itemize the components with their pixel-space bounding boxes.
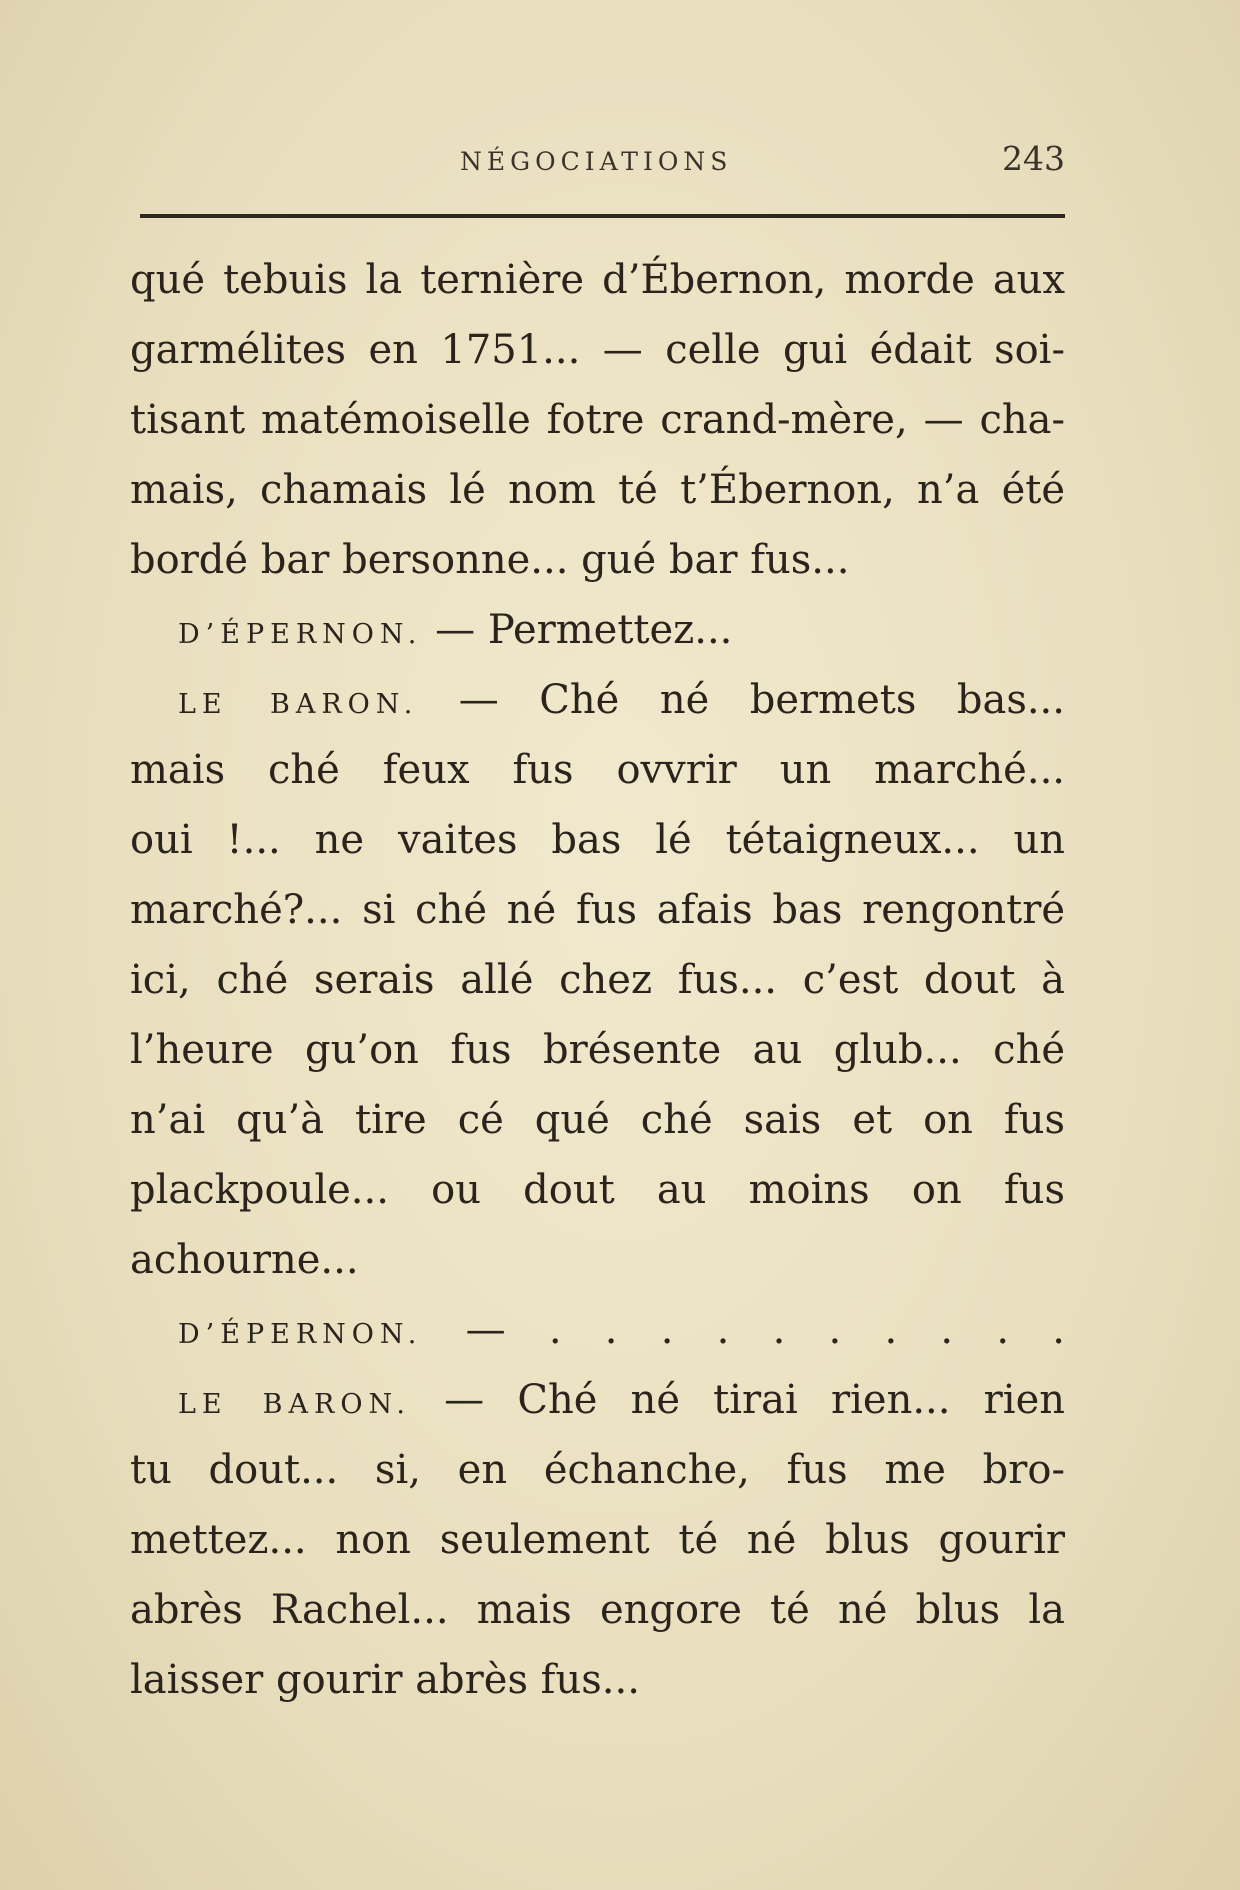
line-text: ici, ché serais allé chez fus... c’est dout à xyxy=(130,957,1065,1003)
line-text: marché?... si ché né fus afais bas rengontré xyxy=(130,887,1065,933)
text-line xyxy=(130,1435,1065,1505)
text-line xyxy=(130,1015,1065,1085)
line-text: abrès Rachel... mais engore té né blus la xyxy=(130,1587,1065,1633)
line-text: l’heure gu’on fus brésente au glub... ché xyxy=(130,1027,1065,1073)
text-line xyxy=(130,245,1065,315)
line-text: — . . . . . . . . . . xyxy=(465,1307,1066,1353)
line-text: laisser gourir abrès fus... xyxy=(130,1657,640,1703)
line-text: bordé bar bersonne... gué bar fus... xyxy=(130,537,850,583)
line-text: mais, chamais lé nom té t’Ébernon, n’a été xyxy=(130,467,1065,513)
dialogue-line xyxy=(130,595,1065,665)
dialogue-line xyxy=(130,665,1065,735)
text-line xyxy=(130,735,1065,805)
line-text: — Permettez... xyxy=(435,607,733,653)
line-text: tu dout... si, en échanche, fus me bro- xyxy=(130,1447,1065,1493)
line-text: achourne... xyxy=(130,1237,359,1283)
line-text: garmélites en 1751... — celle gui édait soi- xyxy=(130,327,1065,373)
text-line xyxy=(130,1225,1065,1295)
text-line xyxy=(130,1575,1065,1645)
header-rule xyxy=(140,214,1065,218)
line-text: qué tebuis la ternière d’Ébernon, morde aux xyxy=(130,257,1065,303)
running-head xyxy=(130,135,1065,195)
line-text: — Ché né bermets bas... xyxy=(458,677,1065,723)
text-line xyxy=(130,525,1065,595)
text-line xyxy=(130,875,1065,945)
line-text: oui !... ne vaites bas lé tétaigneux... un xyxy=(130,817,1065,863)
line-text: mettez... non seulement té né blus gourir xyxy=(130,1517,1065,1563)
dialogue-line xyxy=(130,1365,1065,1435)
speaker-name: LE BARON. xyxy=(178,1389,411,1420)
text-line xyxy=(130,385,1065,455)
line-text: n’ai qu’à tire cé qué ché sais et on fus xyxy=(130,1097,1065,1143)
text-line xyxy=(130,315,1065,385)
line-text: tisant matémoiselle fotre crand-mère, — cha- xyxy=(130,397,1065,443)
page-number: 243 xyxy=(1002,139,1065,178)
line-text: plackpoule... ou dout au moins on fus xyxy=(130,1167,1065,1213)
text-line xyxy=(130,805,1065,875)
text-line xyxy=(130,1155,1065,1225)
running-title: NÉGOCIATIONS xyxy=(460,147,733,176)
speaker-name: LE BARON. xyxy=(178,689,419,720)
line-text: mais ché feux fus ovvrir un marché... xyxy=(130,747,1065,793)
text-line xyxy=(130,1085,1065,1155)
line-text: — Ché né tirai rien... rien xyxy=(444,1377,1066,1423)
text-line xyxy=(130,1645,1065,1715)
speaker-name: D’ÉPERNON. xyxy=(178,1319,423,1350)
dialogue-line xyxy=(130,1295,1065,1365)
text-line xyxy=(130,945,1065,1015)
book-page xyxy=(130,135,1066,1703)
text-line xyxy=(130,1505,1065,1575)
speaker-name: D’ÉPERNON. xyxy=(178,619,423,650)
text-line xyxy=(130,455,1065,525)
body-text xyxy=(130,245,1065,1715)
